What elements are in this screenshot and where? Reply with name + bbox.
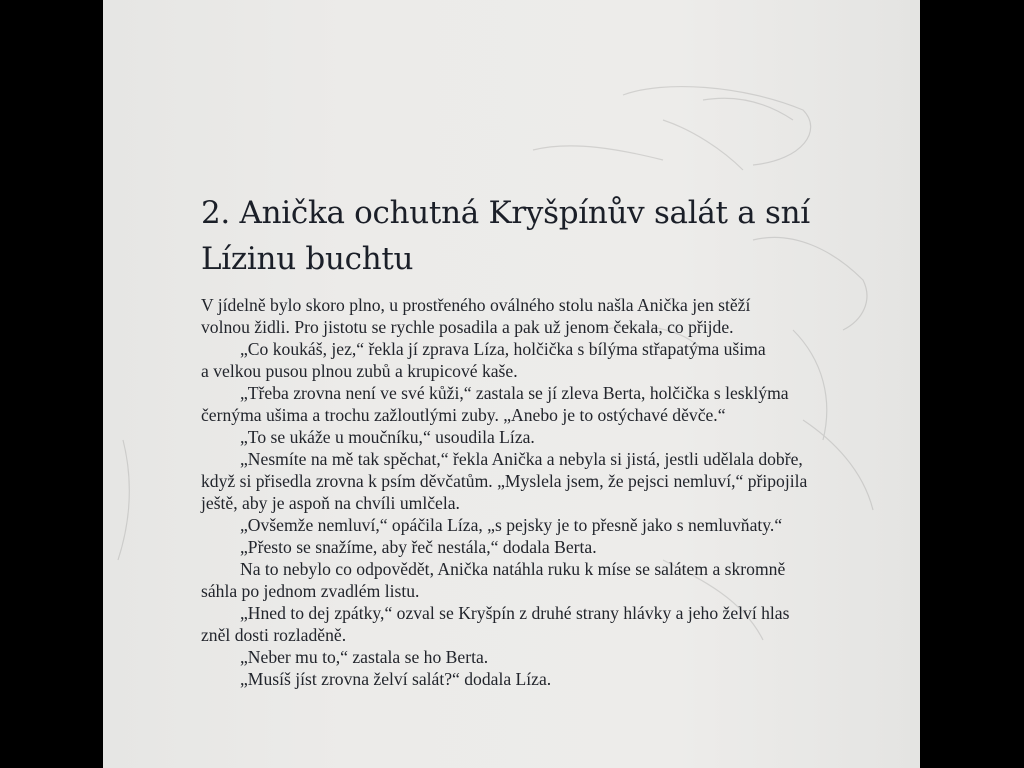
text-line: „Třeba zrovna není ve své kůži,“ zastala se jí zleva Berta, holčička s lesklýma [240,383,789,403]
paragraph [201,514,901,536]
paragraph [201,426,901,448]
text-line: „Co koukáš, jez,“ řekla jí zprava Líza, holčička s bílýma střapatýma ušima [240,339,766,359]
text-line: a velkou pusou plnou zubů a krupicové kaše. [201,361,518,381]
text-line: černýma ušima a trochu zažloutlými zuby. „Anebo je to ostýchavé děvče.“ [201,405,726,425]
text-line: „Musíš jíst zrovna želví salát?“ dodala Líza. [240,669,552,689]
text-line: Na to nebylo co odpovědět, Anička natáhla ruku k míse se salátem a skromně [240,559,786,579]
paragraph [201,382,901,426]
text-line: V jídelně bylo skoro plno, u prostřeného oválného stolu našla Anička jen stěží [201,295,751,315]
text-line: „Ovšemže nemluví,“ opáčila Líza, „s pejsky je to přesně jako s nemluvňaty.“ [240,515,783,535]
chapter-title-line-2: a sní Lízinu buchtu [201,195,810,277]
book-page [103,0,920,768]
paragraph [201,294,901,338]
text-line: „Nesmíte na mě tak spěchat,“ řekla Anička a nebyla si jistá, jestli udělala dobře, [240,449,803,469]
paragraph [201,668,901,690]
chapter-body [201,294,901,690]
text-line: „To se ukáže u moučníku,“ usoudila Líza. [240,427,535,447]
paragraph [201,448,901,514]
paragraph [201,338,901,382]
text-line: „Přesto se snažíme, aby řeč nestála,“ dodala Berta. [240,537,597,557]
text-line: ještě, aby je aspoň na chvíli umlčela. [201,493,460,513]
paragraph [201,646,901,668]
text-line: sáhla po jednom zvadlém listu. [201,581,420,601]
paragraph [201,558,901,602]
text-line: „Hned to dej zpátky,“ ozval se Kryšpín z druhé strany hlávky a jeho želví hlas [240,603,790,623]
text-line: když si přisedla zrovna k psím děvčatům. „Myslela jsem, že pejsci nemluví,“ připojila [201,471,808,491]
paragraph [201,536,901,558]
text-line: volnou židli. Pro jistotu se rychle posadila a pak už jenom čekala, co přijde. [201,317,734,337]
chapter-title-line-1: 2. Anička ochutná Kryšpínův salát [201,195,728,231]
paragraph [201,602,901,646]
text-line: „Neber mu to,“ zastala se ho Berta. [240,647,489,667]
text-line: zněl dosti rozladěně. [201,625,347,645]
chapter-title [201,190,861,282]
